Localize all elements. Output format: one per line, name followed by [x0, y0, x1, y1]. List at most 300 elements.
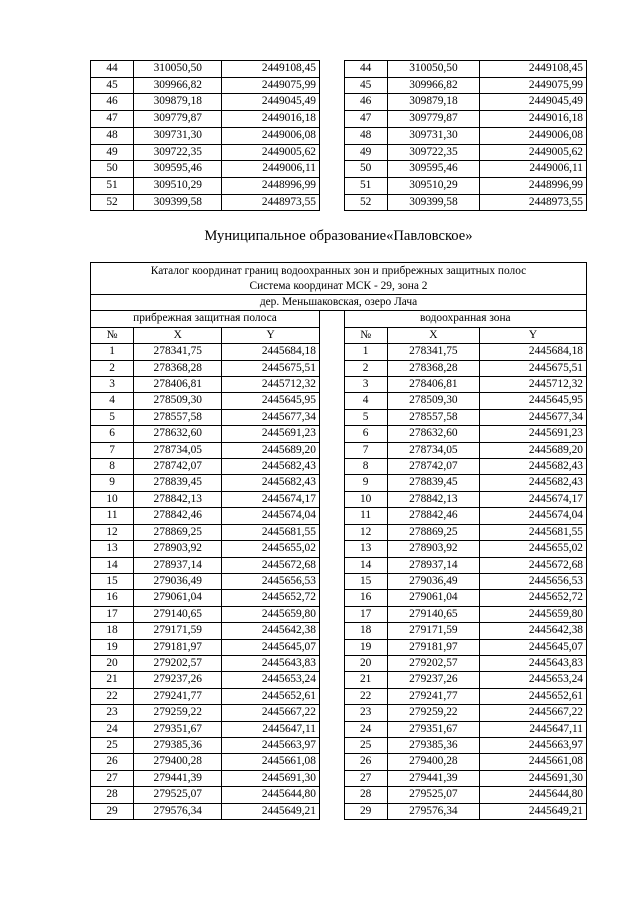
x-coordinate: 279061,04 — [134, 590, 222, 606]
gap-cell — [319, 491, 344, 507]
x-coordinate: 278734,05 — [387, 442, 479, 458]
y-coordinate: 2448973,55 — [222, 194, 320, 211]
x-coordinate: 279241,77 — [134, 688, 222, 704]
y-coordinate: 2445677,34 — [480, 409, 587, 425]
x-coordinate: 278839,45 — [387, 475, 479, 491]
gap-cell — [319, 442, 344, 458]
x-coordinate: 279525,07 — [387, 787, 479, 803]
y-coordinate: 2449045,49 — [480, 94, 587, 111]
point-number: 6 — [344, 426, 387, 442]
y-coordinate: 2445689,20 — [222, 442, 320, 458]
y-coordinate: 2445691,23 — [222, 426, 320, 442]
gap-cell — [319, 111, 344, 128]
gap-cell — [319, 557, 344, 573]
caption-line-2: Система координат МСК - 29, зона 2 — [249, 279, 428, 292]
y-coordinate: 2445675,51 — [480, 360, 587, 376]
table-row — [91, 459, 587, 475]
y-coordinate: 2445645,95 — [222, 393, 320, 409]
x-coordinate: 278839,45 — [134, 475, 222, 491]
table-row — [91, 803, 587, 819]
y-coordinate: 2445672,68 — [480, 557, 587, 573]
gap-cell — [319, 475, 344, 491]
y-coordinate: 2445691,23 — [480, 426, 587, 442]
table-row — [91, 426, 587, 442]
table-row — [91, 111, 587, 128]
x-coordinate: 279385,36 — [134, 737, 222, 753]
x-coordinate: 278509,30 — [387, 393, 479, 409]
x-coordinate: 278742,07 — [387, 459, 479, 475]
table-row — [91, 557, 587, 573]
x-coordinate: 278368,28 — [134, 360, 222, 376]
gap-cell — [319, 144, 344, 161]
x-coordinate: 309731,30 — [134, 127, 222, 144]
x-coordinate: 278842,46 — [134, 508, 222, 524]
table-row — [91, 705, 587, 721]
gap-cell — [319, 327, 344, 343]
point-number: 26 — [91, 754, 134, 770]
gap-cell — [319, 393, 344, 409]
y-coordinate: 2448973,55 — [480, 194, 587, 211]
x-coordinate: 278903,92 — [387, 541, 479, 557]
x-coordinate: 278341,75 — [387, 344, 479, 360]
y-coordinate: 2445647,11 — [480, 721, 587, 737]
y-coordinate: 2445674,17 — [222, 491, 320, 507]
y-coordinate: 2445684,18 — [480, 344, 587, 360]
x-coordinate: 278842,13 — [134, 491, 222, 507]
location-row — [91, 295, 587, 311]
x-coordinate: 279385,36 — [387, 737, 479, 753]
x-coordinate: 279351,67 — [387, 721, 479, 737]
y-coordinate: 2445712,32 — [222, 377, 320, 393]
y-coordinate: 2449108,45 — [480, 61, 587, 78]
y-coordinate: 2445645,07 — [480, 639, 587, 655]
table-row — [91, 541, 587, 557]
col-x-header: X — [134, 327, 222, 343]
point-number: 46 — [91, 94, 134, 111]
point-number: 24 — [91, 721, 134, 737]
point-number: 15 — [91, 573, 134, 589]
point-number: 13 — [91, 541, 134, 557]
y-coordinate: 2445691,30 — [222, 770, 320, 786]
y-coordinate: 2445644,80 — [480, 787, 587, 803]
x-coordinate: 279400,28 — [134, 754, 222, 770]
x-coordinate: 278341,75 — [134, 344, 222, 360]
gap-cell — [319, 161, 344, 178]
point-number: 10 — [344, 491, 387, 507]
gap-cell — [319, 344, 344, 360]
table-row — [91, 508, 587, 524]
point-number: 27 — [344, 770, 387, 786]
point-number: 50 — [344, 161, 387, 178]
point-number: 25 — [91, 737, 134, 753]
y-coordinate: 2445667,22 — [222, 705, 320, 721]
y-coordinate: 2445655,02 — [222, 541, 320, 557]
point-number: 19 — [344, 639, 387, 655]
x-coordinate: 309722,35 — [387, 144, 479, 161]
y-coordinate: 2445642,38 — [480, 623, 587, 639]
point-number: 8 — [91, 459, 134, 475]
x-coordinate: 279171,59 — [387, 623, 479, 639]
y-coordinate: 2449005,62 — [222, 144, 320, 161]
y-coordinate: 2449075,99 — [480, 77, 587, 94]
x-coordinate: 279237,26 — [134, 672, 222, 688]
x-coordinate: 278903,92 — [134, 541, 222, 557]
x-coordinate: 309731,30 — [387, 127, 479, 144]
y-coordinate: 2445681,55 — [222, 524, 320, 540]
x-coordinate: 310050,50 — [387, 61, 479, 78]
x-coordinate: 309399,58 — [387, 194, 479, 211]
x-coordinate: 309399,58 — [134, 194, 222, 211]
municipality-title: Муниципальное образование«Павловское» — [204, 228, 473, 244]
x-coordinate: 278742,07 — [134, 459, 222, 475]
top-table-body — [91, 61, 587, 211]
gap-cell — [319, 639, 344, 655]
y-coordinate: 2445672,68 — [222, 557, 320, 573]
point-number: 24 — [344, 721, 387, 737]
gap-cell — [319, 311, 344, 327]
point-number: 2 — [91, 360, 134, 376]
gap-cell — [319, 61, 344, 78]
table-row — [91, 491, 587, 507]
y-coordinate: 2449006,08 — [222, 127, 320, 144]
gap-cell — [319, 177, 344, 194]
y-coordinate: 2445652,72 — [480, 590, 587, 606]
y-coordinate: 2445653,24 — [222, 672, 320, 688]
col-y-header: Y — [480, 327, 587, 343]
point-number: 51 — [91, 177, 134, 194]
point-number: 22 — [91, 688, 134, 704]
y-coordinate: 2445674,17 — [480, 491, 587, 507]
point-number: 28 — [344, 787, 387, 803]
y-coordinate: 2449108,45 — [222, 61, 320, 78]
point-number: 10 — [91, 491, 134, 507]
gap-cell — [319, 127, 344, 144]
point-number: 14 — [91, 557, 134, 573]
table-row — [91, 590, 587, 606]
point-number: 48 — [91, 127, 134, 144]
y-coordinate: 2445652,72 — [222, 590, 320, 606]
table-row — [91, 177, 587, 194]
point-number: 44 — [344, 61, 387, 78]
x-coordinate: 309510,29 — [134, 177, 222, 194]
point-number: 11 — [344, 508, 387, 524]
point-number: 18 — [344, 623, 387, 639]
x-coordinate: 309510,29 — [387, 177, 479, 194]
y-coordinate: 2445691,30 — [480, 770, 587, 786]
table-caption — [91, 263, 587, 295]
section-row — [91, 311, 587, 327]
table-row — [91, 770, 587, 786]
y-coordinate: 2445659,80 — [480, 606, 587, 622]
point-number: 51 — [344, 177, 387, 194]
x-coordinate: 278406,81 — [134, 377, 222, 393]
y-coordinate: 2445682,43 — [222, 459, 320, 475]
point-number: 26 — [344, 754, 387, 770]
coordinates-catalog-table — [90, 262, 587, 820]
y-coordinate: 2449016,18 — [222, 111, 320, 128]
point-number: 23 — [91, 705, 134, 721]
x-coordinate: 309966,82 — [134, 77, 222, 94]
table-row — [91, 144, 587, 161]
point-number: 52 — [344, 194, 387, 211]
point-number: 8 — [344, 459, 387, 475]
table-row — [91, 475, 587, 491]
point-number: 3 — [91, 377, 134, 393]
coastal-strip-label: прибрежная защитная полоса — [91, 311, 320, 327]
caption-row — [91, 263, 587, 295]
gap-cell — [319, 94, 344, 111]
table-row — [91, 194, 587, 211]
point-number: 44 — [91, 61, 134, 78]
x-coordinate: 278509,30 — [134, 393, 222, 409]
gap-cell — [319, 787, 344, 803]
point-number: 48 — [344, 127, 387, 144]
gap-cell — [319, 590, 344, 606]
gap-cell — [319, 754, 344, 770]
point-number: 16 — [344, 590, 387, 606]
y-coordinate: 2445649,21 — [222, 803, 320, 819]
y-coordinate: 2445667,22 — [480, 705, 587, 721]
gap-cell — [319, 737, 344, 753]
x-coordinate: 310050,50 — [134, 61, 222, 78]
point-number: 47 — [344, 111, 387, 128]
y-coordinate: 2445642,38 — [222, 623, 320, 639]
point-number: 27 — [91, 770, 134, 786]
y-coordinate: 2445659,80 — [222, 606, 320, 622]
x-coordinate: 309595,46 — [387, 161, 479, 178]
y-coordinate: 2445653,24 — [480, 672, 587, 688]
x-coordinate: 309595,46 — [134, 161, 222, 178]
point-number: 1 — [344, 344, 387, 360]
x-coordinate: 279237,26 — [387, 672, 479, 688]
gap-cell — [319, 606, 344, 622]
point-number: 5 — [91, 409, 134, 425]
water-zone-label: водоохранная зона — [344, 311, 586, 327]
x-coordinate: 279140,65 — [387, 606, 479, 622]
point-number: 50 — [91, 161, 134, 178]
top-coordinates-table — [90, 60, 587, 211]
table-row — [91, 606, 587, 622]
point-number: 12 — [344, 524, 387, 540]
table-row — [91, 77, 587, 94]
x-coordinate: 278557,58 — [134, 409, 222, 425]
point-number: 12 — [91, 524, 134, 540]
table-row — [91, 573, 587, 589]
gap-cell — [319, 524, 344, 540]
column-header-row — [91, 327, 587, 343]
y-coordinate: 2445682,43 — [222, 475, 320, 491]
y-coordinate: 2449075,99 — [222, 77, 320, 94]
point-number: 22 — [344, 688, 387, 704]
y-coordinate: 2445674,04 — [222, 508, 320, 524]
gap-cell — [319, 508, 344, 524]
y-coordinate: 2445689,20 — [480, 442, 587, 458]
x-coordinate: 309966,82 — [387, 77, 479, 94]
y-coordinate: 2445649,21 — [480, 803, 587, 819]
col-no-header: № — [91, 327, 134, 343]
x-coordinate: 279036,49 — [387, 573, 479, 589]
table-row — [91, 754, 587, 770]
point-number: 2 — [344, 360, 387, 376]
gap-cell — [319, 573, 344, 589]
point-number: 1 — [91, 344, 134, 360]
point-number: 45 — [91, 77, 134, 94]
x-coordinate: 279576,34 — [387, 803, 479, 819]
gap-cell — [319, 194, 344, 211]
x-coordinate: 279181,97 — [387, 639, 479, 655]
gap-cell — [319, 360, 344, 376]
point-number: 23 — [344, 705, 387, 721]
point-number: 29 — [344, 803, 387, 819]
x-coordinate: 278632,60 — [387, 426, 479, 442]
x-coordinate: 279241,77 — [387, 688, 479, 704]
x-coordinate: 279171,59 — [134, 623, 222, 639]
point-number: 45 — [344, 77, 387, 94]
point-number: 3 — [344, 377, 387, 393]
point-number: 52 — [91, 194, 134, 211]
x-coordinate: 279441,39 — [134, 770, 222, 786]
gap-cell — [319, 655, 344, 671]
table-row — [91, 393, 587, 409]
x-coordinate: 279202,57 — [134, 655, 222, 671]
y-coordinate: 2449006,11 — [480, 161, 587, 178]
point-number: 21 — [344, 672, 387, 688]
table-row — [91, 377, 587, 393]
point-number: 17 — [344, 606, 387, 622]
point-number: 4 — [344, 393, 387, 409]
x-coordinate: 309722,35 — [134, 144, 222, 161]
y-coordinate: 2445681,55 — [480, 524, 587, 540]
x-coordinate: 279259,22 — [134, 705, 222, 721]
gap-cell — [319, 721, 344, 737]
point-number: 25 — [344, 737, 387, 753]
table-row — [91, 639, 587, 655]
y-coordinate: 2445652,61 — [222, 688, 320, 704]
point-number: 4 — [91, 393, 134, 409]
x-coordinate: 279576,34 — [134, 803, 222, 819]
col-no-header: № — [344, 327, 387, 343]
y-coordinate: 2445661,08 — [480, 754, 587, 770]
x-coordinate: 279181,97 — [134, 639, 222, 655]
x-coordinate: 279140,65 — [134, 606, 222, 622]
x-coordinate: 278734,05 — [134, 442, 222, 458]
y-coordinate: 2445674,04 — [480, 508, 587, 524]
y-coordinate: 2445652,61 — [480, 688, 587, 704]
y-coordinate: 2445645,95 — [480, 393, 587, 409]
y-coordinate: 2445656,53 — [222, 573, 320, 589]
y-coordinate: 2448996,99 — [480, 177, 587, 194]
point-number: 20 — [91, 655, 134, 671]
table-row — [91, 94, 587, 111]
table-row — [91, 161, 587, 178]
x-coordinate: 279259,22 — [387, 705, 479, 721]
y-coordinate: 2445656,53 — [480, 573, 587, 589]
point-number: 14 — [344, 557, 387, 573]
col-x-header: X — [387, 327, 479, 343]
caption-line-1: Каталог координат границ водоохранных зон и прибрежных защитных полос — [150, 265, 527, 277]
y-coordinate: 2445643,83 — [480, 655, 587, 671]
point-number: 15 — [344, 573, 387, 589]
x-coordinate: 309779,87 — [134, 111, 222, 128]
gap-cell — [319, 623, 344, 639]
table-row — [91, 623, 587, 639]
table-row — [91, 787, 587, 803]
y-coordinate: 2445661,08 — [222, 754, 320, 770]
x-coordinate: 309779,87 — [387, 111, 479, 128]
gap-cell — [319, 541, 344, 557]
y-coordinate: 2445677,34 — [222, 409, 320, 425]
gap-cell — [319, 770, 344, 786]
point-number: 17 — [91, 606, 134, 622]
y-coordinate: 2449006,08 — [480, 127, 587, 144]
point-number: 49 — [344, 144, 387, 161]
point-number: 29 — [91, 803, 134, 819]
x-coordinate: 278869,25 — [387, 524, 479, 540]
x-coordinate: 279351,67 — [134, 721, 222, 737]
gap-cell — [319, 688, 344, 704]
x-coordinate: 279400,28 — [387, 754, 479, 770]
gap-cell — [319, 77, 344, 94]
y-coordinate: 2449045,49 — [222, 94, 320, 111]
point-number: 9 — [91, 475, 134, 491]
y-coordinate: 2445644,80 — [222, 787, 320, 803]
table-row — [91, 409, 587, 425]
table-row — [91, 524, 587, 540]
y-coordinate: 2445682,43 — [480, 475, 587, 491]
point-number: 47 — [91, 111, 134, 128]
y-coordinate: 2449005,62 — [480, 144, 587, 161]
x-coordinate: 278842,46 — [387, 508, 479, 524]
location-label: дер. Меньшаковская, озеро Лача — [91, 295, 587, 311]
table-row — [91, 737, 587, 753]
y-coordinate: 2445682,43 — [480, 459, 587, 475]
y-coordinate: 2445684,18 — [222, 344, 320, 360]
x-coordinate: 278937,14 — [387, 557, 479, 573]
point-number: 21 — [91, 672, 134, 688]
x-coordinate: 279061,04 — [387, 590, 479, 606]
point-number: 6 — [91, 426, 134, 442]
gap-cell — [319, 672, 344, 688]
x-coordinate: 278632,60 — [134, 426, 222, 442]
point-number: 5 — [344, 409, 387, 425]
table-row — [91, 442, 587, 458]
y-coordinate: 2445675,51 — [222, 360, 320, 376]
gap-cell — [319, 803, 344, 819]
table-row — [91, 344, 587, 360]
y-coordinate: 2449016,18 — [480, 111, 587, 128]
y-coordinate: 2448996,99 — [222, 177, 320, 194]
y-coordinate: 2445645,07 — [222, 639, 320, 655]
table-row — [91, 61, 587, 78]
y-coordinate: 2445663,97 — [480, 737, 587, 753]
point-number: 16 — [91, 590, 134, 606]
table-row — [91, 360, 587, 376]
x-coordinate: 278557,58 — [387, 409, 479, 425]
table-row — [91, 672, 587, 688]
y-coordinate: 2449006,11 — [222, 161, 320, 178]
y-coordinate: 2445647,11 — [222, 721, 320, 737]
x-coordinate: 309879,18 — [387, 94, 479, 111]
y-coordinate: 2445643,83 — [222, 655, 320, 671]
point-number: 28 — [91, 787, 134, 803]
x-coordinate: 278937,14 — [134, 557, 222, 573]
x-coordinate: 279202,57 — [387, 655, 479, 671]
main-table-body — [91, 263, 587, 820]
y-coordinate: 2445655,02 — [480, 541, 587, 557]
y-coordinate: 2445663,97 — [222, 737, 320, 753]
point-number: 46 — [344, 94, 387, 111]
col-y-header: Y — [222, 327, 320, 343]
